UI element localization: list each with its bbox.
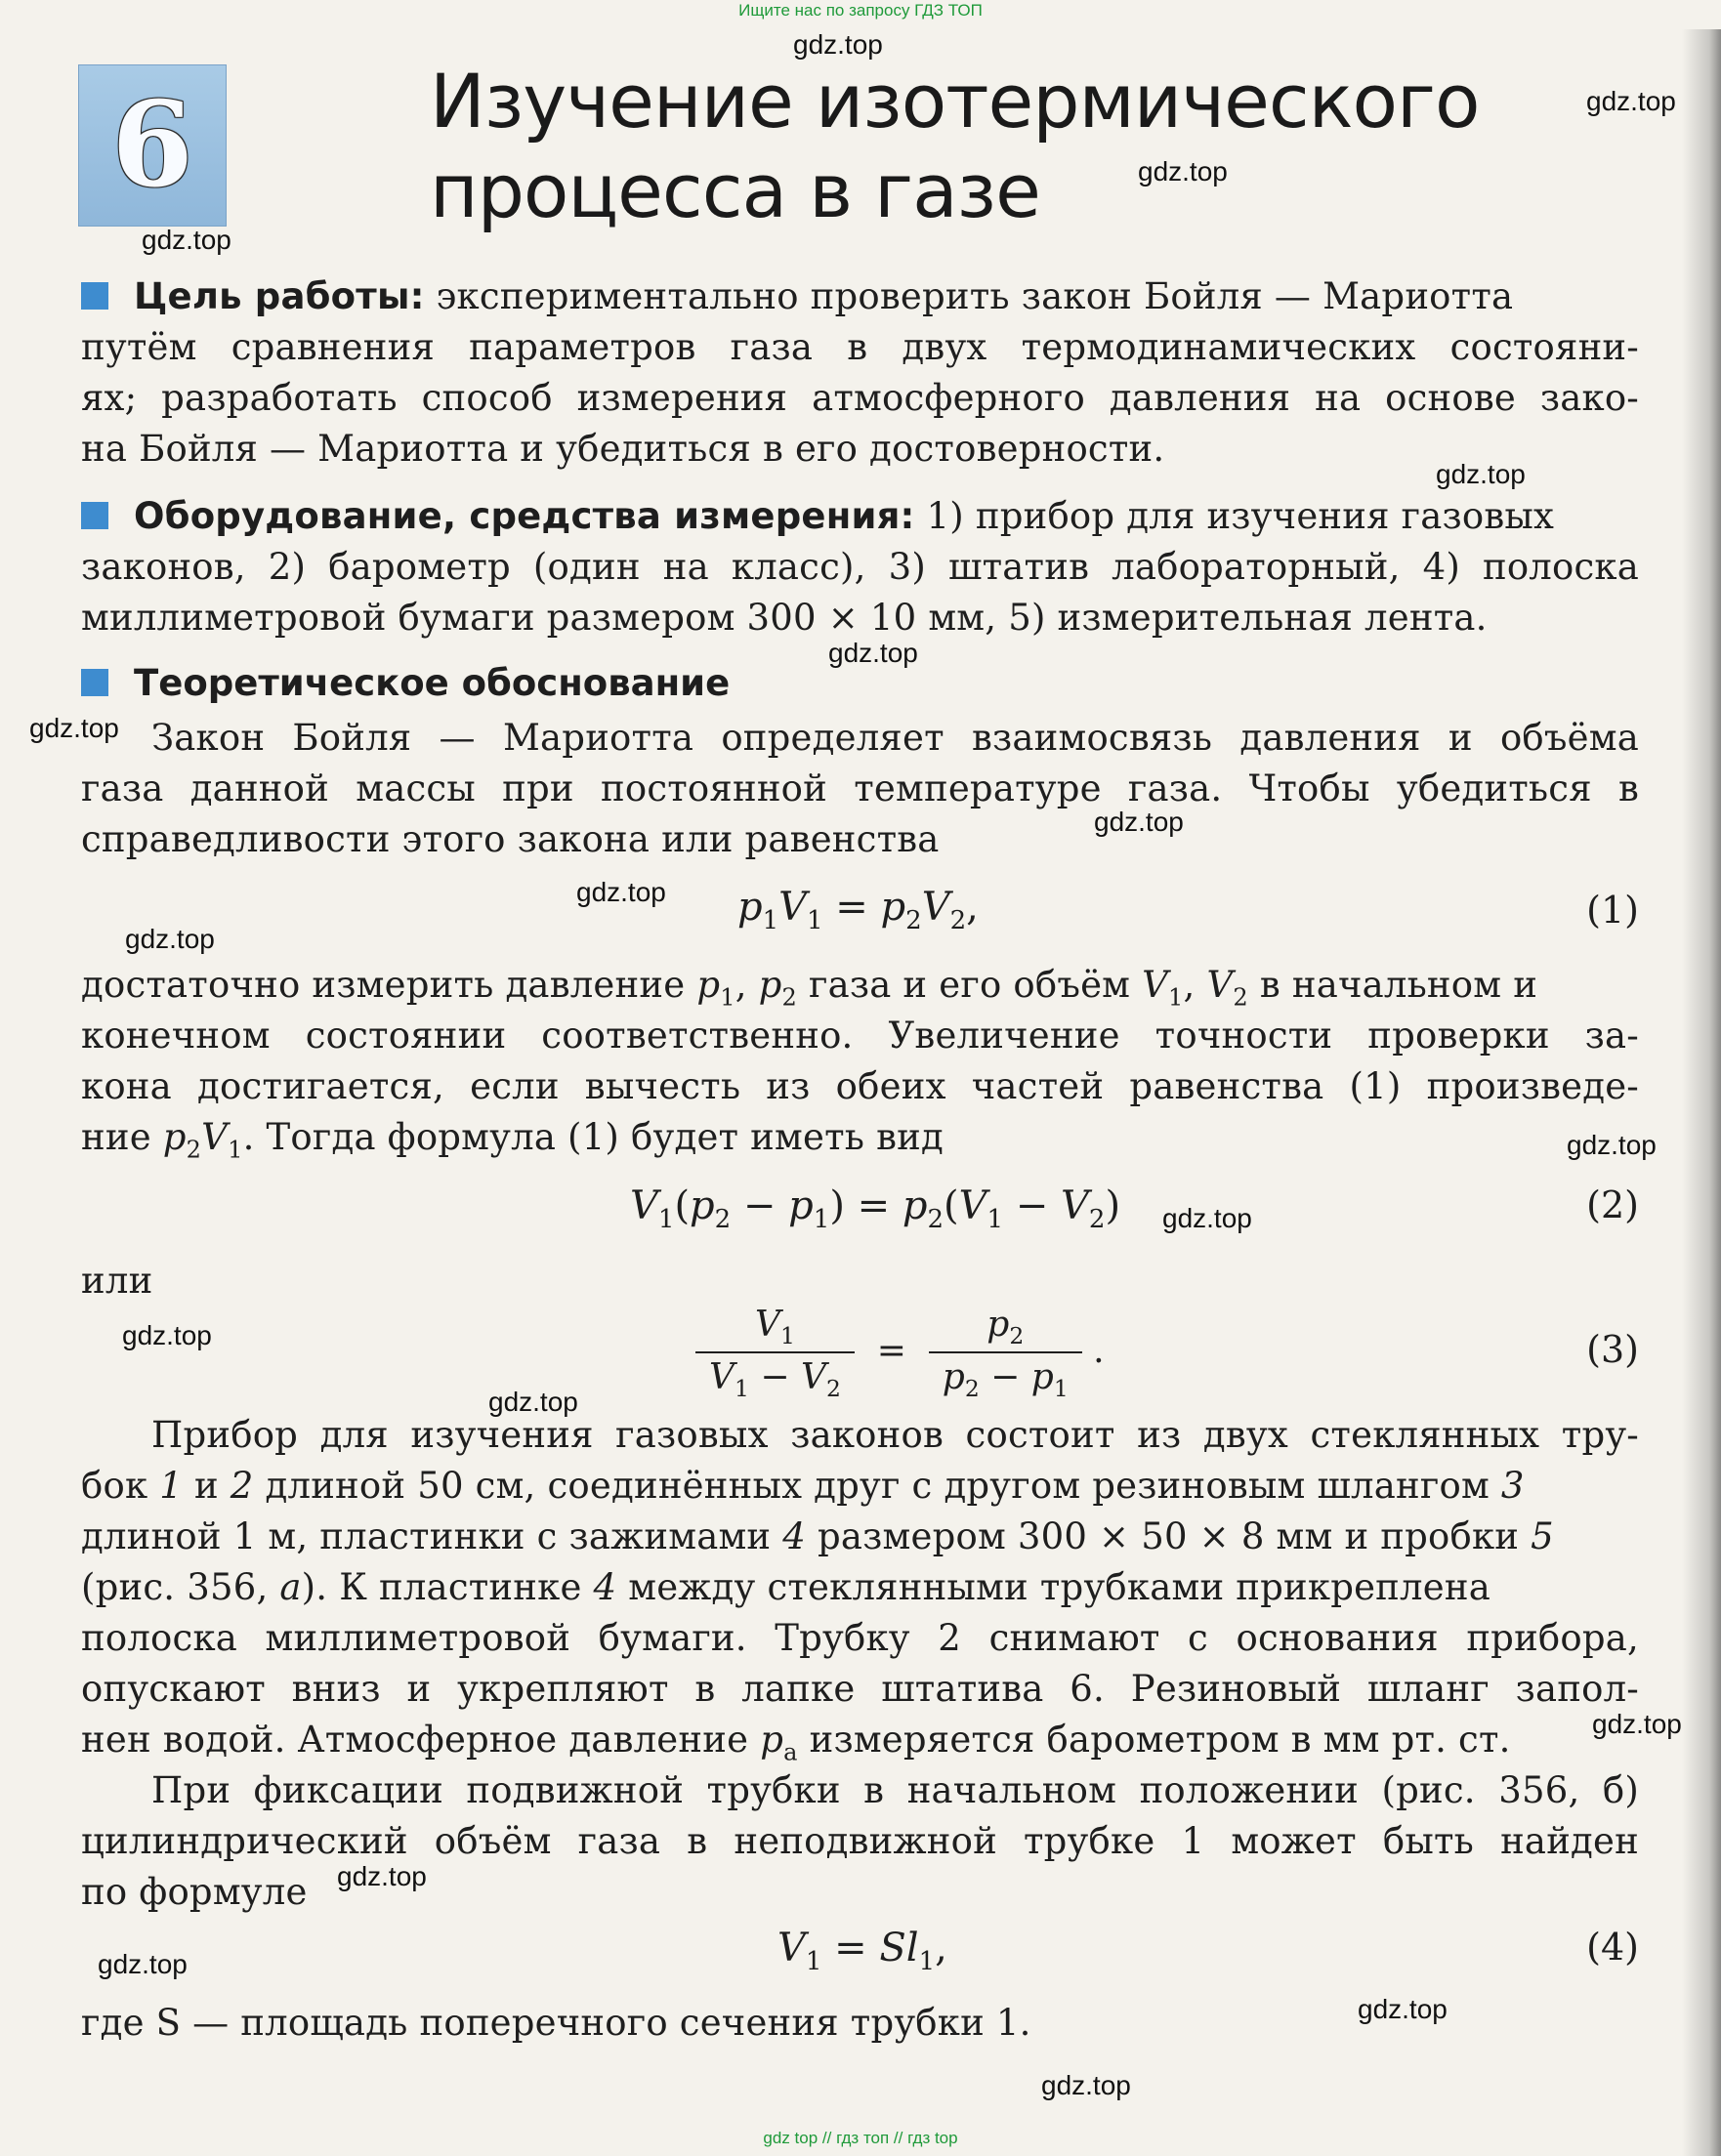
theory-p3-line-3: длиной 1 м, пластинки с зажимами 4 размером 300 × 50 × 8 мм и пробки 5 [81, 1515, 1554, 1557]
or-word: или [81, 1260, 153, 1302]
theory-heading [81, 662, 730, 704]
theory-p3-line-2: бок 1 и 2 длиной 50 см, соединённых друг с другом резиновым шлангом 3 [81, 1465, 1525, 1507]
equipment-line-1 [81, 495, 1554, 537]
equipment-label: Оборудование, средства измерения: [134, 495, 915, 537]
watermark: gdz.top [122, 1320, 212, 1350]
equation-number-4: (4) [1586, 1926, 1639, 1969]
watermark: gdz.top [1586, 86, 1676, 116]
theory-p3-line-6: опускают вниз и укрепляют в лапке штатива 6. Резиновый шланг запол- [81, 1668, 1639, 1710]
theory-p1-line-2: газа данной массы при постоянной температуре газа. Чтобы убедиться в [81, 767, 1639, 809]
equation-4: $V_1 = Sl_1$, [777, 1926, 947, 1976]
equation-3: $\frac{V_1}{V_1 - V_2}$ = $\frac{p_2}{p_2 - p_1}$ . [695, 1305, 1105, 1402]
goal-line-4: на Бойля — Мариотта и убедиться в его достоверности. [81, 428, 1165, 470]
title-line-1: Изучение изотермического [430, 58, 1480, 145]
equation-2: $V_1(p_2 - p_1) = p_2(V_1 - V_2)$ [630, 1183, 1121, 1234]
watermark: gdz.top [337, 1861, 427, 1891]
watermark: gdz.top [488, 1387, 578, 1417]
equipment-line-2: законов, 2) барометр (один на класс), 3) штатив лабораторный, 4) полоска [81, 546, 1639, 588]
watermark: gdz.top [576, 877, 666, 907]
watermark: gdz.top [1041, 2070, 1131, 2100]
watermark: gdz.top [1567, 1130, 1657, 1160]
equation-number-3: (3) [1586, 1328, 1639, 1371]
goal-line-1 [81, 275, 1513, 317]
equipment-line-3: миллиметровой бумаги размером 300 × 10 мм, 5) измерительная лента. [81, 597, 1488, 639]
bullet-square-icon [81, 669, 108, 696]
goal-line-2: путём сравнения параметров газа в двух термодинамических состояни- [81, 326, 1639, 368]
theory-p3-line-5: полоска миллиметровой бумаги. Трубку 2 снимают с основания прибора, [81, 1617, 1639, 1659]
watermark: gdz.top [1162, 1203, 1252, 1233]
watermark: gdz.top [1138, 156, 1228, 187]
bullet-square-icon [81, 282, 108, 310]
theory-p3-line-7: нен водой. Атмосферное давление $p_а$ измеряется барометром в мм рт. ст. [81, 1719, 1511, 1766]
theory-p4-line-3: по формуле [81, 1871, 308, 1913]
title-line-2: процесса в газе [430, 147, 1040, 234]
watermark: gdz.top [29, 713, 119, 743]
page-title [430, 57, 1479, 236]
equipment-text-1: 1) прибор для изучения газовых [926, 495, 1555, 537]
watermark: gdz.top [98, 1949, 188, 1979]
theory-p5-line-1: где S — площадь поперечного сечения трубки 1. [81, 2002, 1031, 2044]
theory-p4-line-2: цилиндрический объём газа в неподвижной трубке 1 может быть найден [81, 1820, 1639, 1862]
goal-text-1: экспериментально проверить закон Бойля — Мариотта [436, 275, 1514, 317]
watermark: gdz.top [1436, 459, 1526, 489]
goal-line-3: ях; разработать способ измерения атмосферного давления на основе зако- [81, 377, 1639, 419]
watermark: gdz.top [125, 924, 215, 954]
watermark: gdz.top [1094, 807, 1184, 837]
watermark: gdz.top [142, 225, 231, 255]
theory-p2-line-3: ние $p_2V_1$. Тогда формула (1) будет иметь вид [81, 1116, 944, 1164]
bullet-square-icon [81, 502, 108, 529]
theory-p1-line-4: достаточно измерить давление $p_1$, $p_2$ газа и его объём $V_1$, $V_2$ в начальном и [81, 964, 1538, 1012]
lab-number-box [78, 64, 227, 227]
theory-p3-line-1: Прибор для изучения газовых законов состоит из двух стеклянных тру- [151, 1414, 1639, 1456]
top-banner: Ищите нас по запросу ГДЗ ТОП [738, 1, 983, 20]
theory-p4-line-1: При фиксации подвижной трубки в начальном положении (рис. 356, б) [151, 1769, 1639, 1811]
theory-p2-line-2: кона достигается, если вычесть из обеих частей равенства (1) произведе- [81, 1065, 1639, 1107]
theory-p1-line-3: справедливости этого закона или равенства [81, 818, 940, 860]
goal-label: Цель работы: [134, 275, 425, 317]
equation-number-1: (1) [1586, 889, 1639, 932]
equation-1: $p_1V_1 = p_2V_2$, [737, 885, 979, 935]
theory-label: Теоретическое обоснование [134, 662, 731, 704]
watermark: gdz.top [1358, 1994, 1448, 2024]
theory-p3-line-4: (рис. 356, а). К пластинке 4 между стеклянными трубками прикреплена [81, 1566, 1490, 1608]
watermark: gdz.top [793, 29, 883, 60]
lab-number: 6 [111, 76, 193, 214]
watermark: gdz.top [1592, 1709, 1682, 1739]
footer: gdz top // гдз топ // гдз top [763, 2129, 958, 2147]
equation-number-2: (2) [1586, 1183, 1639, 1226]
theory-p2-line-1: конечном состоянии соответственно. Увеличение точности проверки за- [81, 1015, 1639, 1057]
watermark: gdz.top [828, 638, 918, 668]
theory-p1-line-1: Закон Бойля — Мариотта определяет взаимосвязь давления и объёма [151, 717, 1639, 759]
page-edge-shadow [1682, 29, 1721, 2156]
